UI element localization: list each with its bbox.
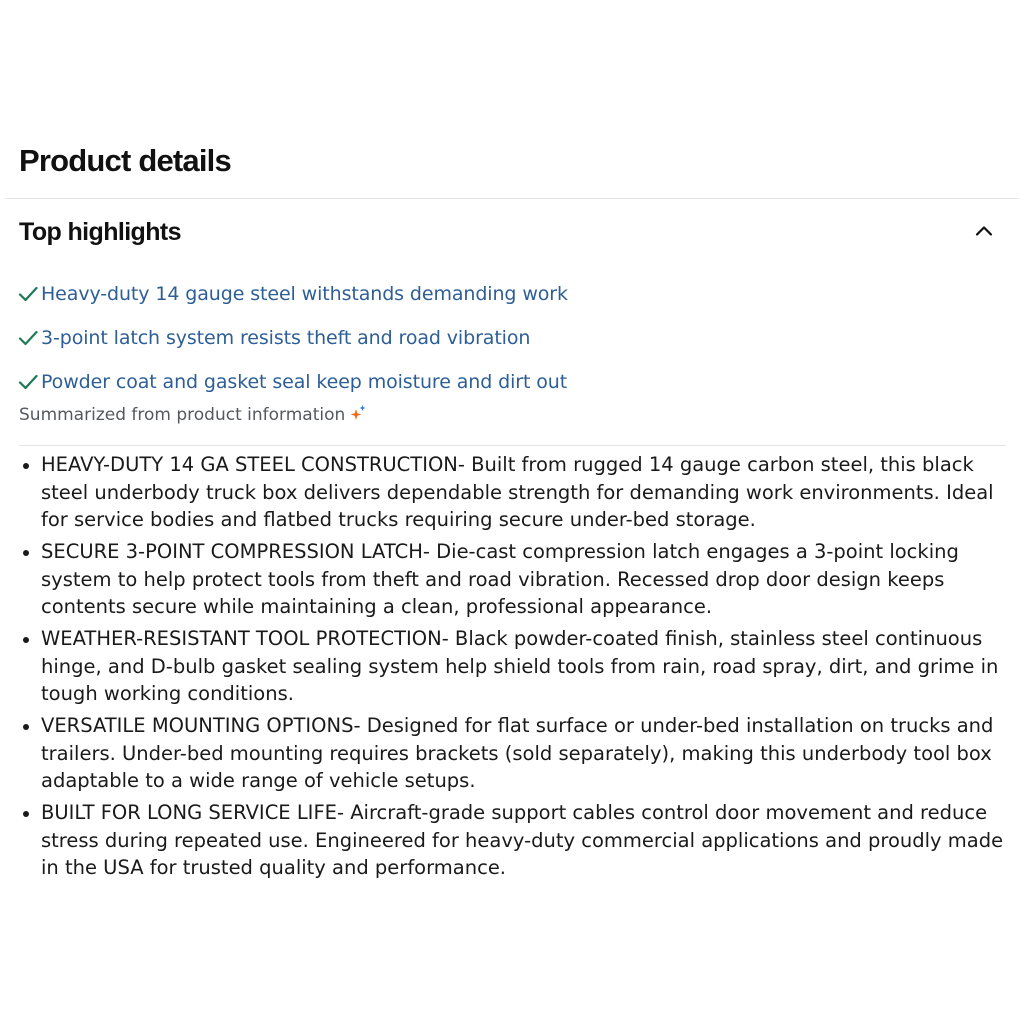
bullet-icon — [23, 550, 29, 556]
divider — [5, 198, 1019, 199]
highlight-item — [18, 360, 568, 404]
top-highlights-title: Top highlights — [19, 218, 181, 246]
page-title: Product details — [19, 143, 231, 178]
summary-text: Summarized from product information — [19, 405, 346, 425]
top-highlights-header[interactable] — [19, 216, 1009, 254]
check-icon — [18, 372, 38, 392]
detail-item — [41, 799, 1011, 882]
detail-text: SECURE 3-POINT COMPRESSION LATCH- Die-cast compression latch engages a 3-point locking system to help protect tools from theft and road vibration. Recessed drop door design keeps contents secure while maintaining a clean, professional appearance. — [41, 540, 959, 618]
product-details-list — [41, 451, 1011, 886]
check-icon — [18, 284, 38, 304]
bullet-icon — [23, 463, 29, 469]
detail-text: BUILT FOR LONG SERVICE LIFE- Aircraft-grade support cables control door movement and reduce stress during repeated use. Engineered for heavy-duty commercial applications and proudly made in the USA for trusted quality and performance. — [41, 801, 1004, 879]
detail-item — [41, 712, 1011, 795]
highlight-text: 3-point latch system resists theft and road vibration — [41, 327, 531, 349]
chevron-up-icon[interactable] — [973, 220, 995, 242]
ai-sparkle-icon — [349, 404, 367, 422]
detail-item — [41, 451, 1011, 534]
summary-note — [19, 405, 367, 425]
divider — [19, 445, 1006, 446]
detail-text: HEAVY-DUTY 14 GA STEEL CONSTRUCTION- Built from rugged 14 gauge carbon steel, this black steel underbody truck box delivers dependable strength for demanding work environments. Ideal for service bodies and flatbed trucks requiring secure under-bed storage. — [41, 453, 994, 531]
top-highlights-list — [18, 272, 568, 404]
detail-text: WEATHER-RESISTANT TOOL PROTECTION- Black powder-coated finish, stainless steel continuous hinge, and D-bulb gasket sealing system help shield tools from rain, road spray, dirt, and grime in tough working conditions. — [41, 627, 999, 705]
highlight-item — [18, 316, 568, 360]
bullet-icon — [23, 637, 29, 643]
highlight-item — [18, 272, 568, 316]
detail-item — [41, 538, 1011, 621]
detail-text: VERSATILE MOUNTING OPTIONS- Designed for flat surface or under-bed installation on trucks and trailers. Under-bed mounting requires brackets (sold separately), making this underbody tool box adaptable to a wide range of vehicle setups. — [41, 714, 994, 792]
highlight-text: Heavy-duty 14 gauge steel withstands demanding work — [41, 283, 568, 305]
check-icon — [18, 328, 38, 348]
bullet-icon — [23, 724, 29, 730]
bullet-icon — [23, 811, 29, 817]
highlight-text: Powder coat and gasket seal keep moisture and dirt out — [41, 371, 568, 393]
detail-item — [41, 625, 1011, 708]
